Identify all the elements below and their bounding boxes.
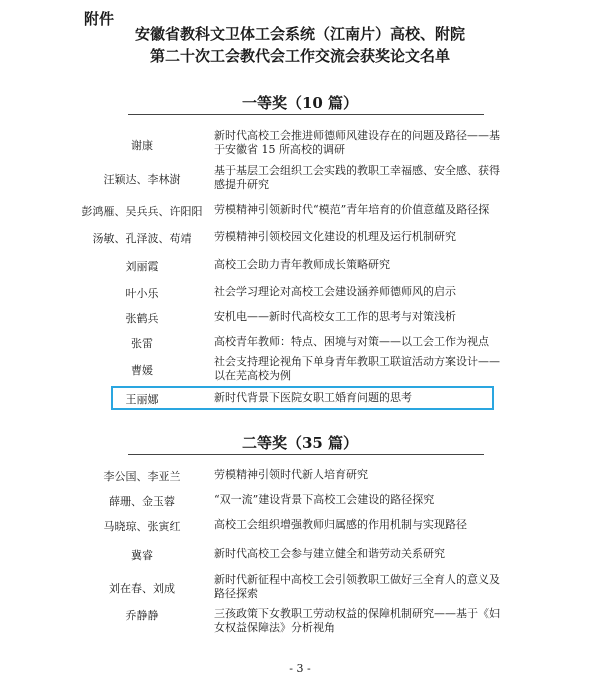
paper-title: 新时代高校工会推进师德师风建设存在的问题及路径——基于安徽省 15 所高校的调研 (214, 129, 500, 156)
paper-title: 高校工会助力青年教师成长策略研究 (214, 258, 390, 271)
author-names: 谢康 (131, 139, 153, 152)
author-names: 彭鸿雁、吴兵兵、许阳阳 (81, 205, 203, 218)
paper-title: 劳模精神引领时代新人培育研究 (214, 468, 368, 481)
section-divider (128, 114, 484, 115)
document-title-line1: 安徽省教科文卫体工会系统（江南片）高校、附院 (134, 25, 465, 43)
section-divider (128, 454, 484, 455)
paper-title: 三孩政策下女教职工劳动权益的保障机制研究——基于《妇女权益保障法》分析视角 (214, 607, 500, 634)
author-names: 曹媛 (131, 364, 153, 377)
author-names: 叶小乐 (125, 287, 159, 300)
paper-title: 社会学习理论对高校工会建设涵养师德师风的启示 (214, 285, 456, 298)
paper-title: 高校工会组织增强教师归属感的作用机制与实现路径 (214, 518, 467, 531)
page-number: - 3 - (289, 662, 311, 675)
paper-title: 社会支持理论视角下单身青年教职工联谊活动方案设计——以在芜高校为例 (214, 355, 500, 382)
author-names: 汤敏、孔泽波、苟靖 (92, 232, 192, 245)
paper-title: 高校青年教师：特点、困境与对策——以工会工作为视点 (214, 335, 489, 348)
paper-title: 新时代新征程中高校工会引领教职工做好三全育人的意义及路径探索 (214, 573, 500, 600)
paper-title: “双一流”建设背景下高校工会建设的路径探究 (214, 493, 435, 506)
author-names: 刘丽霞 (125, 260, 159, 273)
author-names: 刘在春、刘成 (109, 582, 175, 595)
paper-title: 新时代背景下医院女职工婚育问题的思考 (214, 391, 412, 404)
author-names: 马晓琼、张寅红 (103, 520, 181, 533)
author-names: 薛珊、金玉蓉 (109, 495, 175, 508)
paper-title: 劳模精神引领校园文化建设的机理及运行机制研究 (214, 230, 456, 243)
paper-title: 新时代高校工会参与建立健全和谐劳动关系研究 (214, 547, 445, 560)
author-names: 冀睿 (131, 549, 153, 562)
attachment-label: 附件 (84, 10, 115, 28)
second-prize-heading: 二等奖（35 篇） (241, 434, 359, 452)
author-names: 李公国、李亚兰 (103, 470, 181, 483)
author-names: 张雷 (131, 337, 153, 350)
author-names: 王丽娜 (125, 393, 159, 406)
first-prize-heading: 一等奖（10 篇） (241, 94, 359, 112)
document-title-line2: 第二十次工会教代会工作交流会获奖论文名单 (149, 47, 450, 65)
paper-title: 基于基层工会组织工会实践的教职工幸福感、安全感、获得感提升研究 (214, 164, 500, 191)
author-names: 乔静静 (125, 609, 159, 622)
paper-title: 劳模精神引领新时代“模范”青年培育的价值意蕴及路径探 (214, 203, 490, 216)
author-names: 汪颖达、李林澍 (103, 173, 181, 186)
author-names: 张鹤兵 (125, 312, 159, 325)
paper-title: 安机电——新时代高校女工工作的思考与对策浅析 (214, 310, 456, 323)
